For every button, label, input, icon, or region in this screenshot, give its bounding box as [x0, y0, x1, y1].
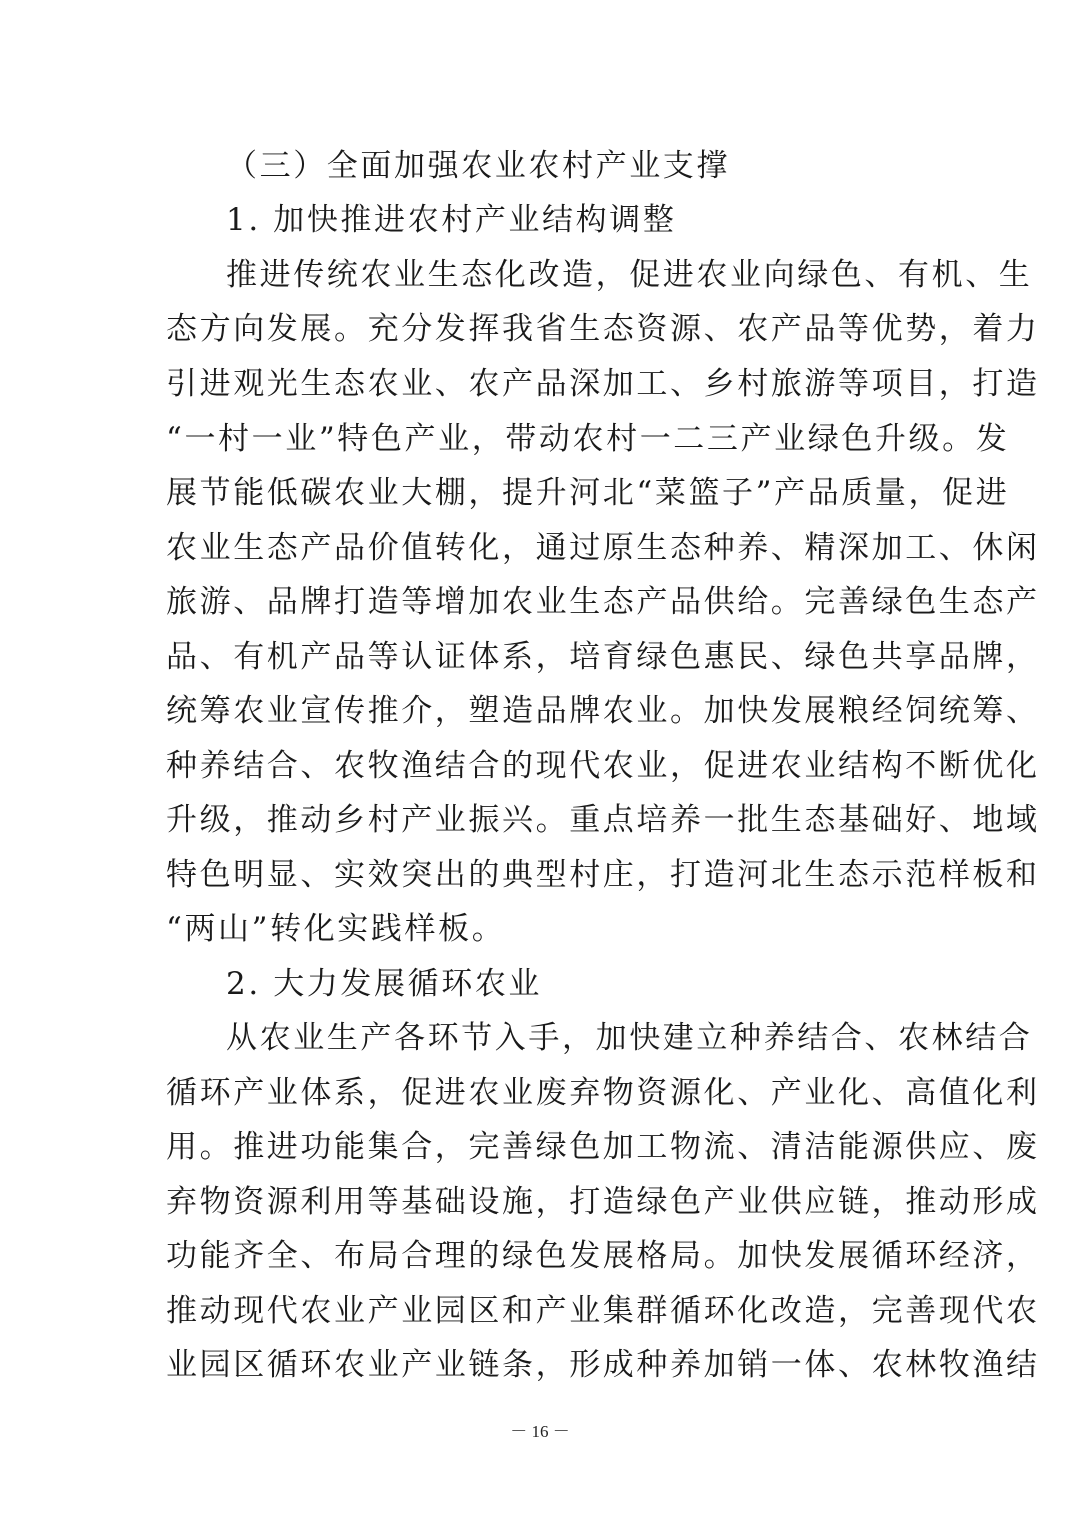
paragraph-1-line-10: 种养结合、农牧渔结合的现代农业，促进农业结构不断优化 [166, 748, 1040, 784]
paragraph-1-line-11: 升级，推动乡村产业振兴。重点培养一批生态基础好、地域 [166, 802, 1040, 838]
paragraph-1-line-1: 推进传统农业生态化改造，促进农业向绿色、有机、生 [226, 257, 1033, 293]
paragraph-2-line-4: 弃物资源利用等基础设施，打造绿色产业供应链，推动形成 [166, 1184, 1040, 1220]
subsection-1-title: 1. 加快推进农村产业结构调整 [226, 202, 677, 238]
paragraph-1-line-7: 旅游、品牌打造等增加农业生态产品供给。完善绿色生态产 [166, 584, 1040, 620]
paragraph-2-line-6: 推动现代农业产业园区和产业集群循环化改造，完善现代农 [166, 1293, 1040, 1329]
paragraph-2-line-1: 从农业生产各环节入手，加快建立种养结合、农林结合 [226, 1020, 1033, 1056]
subsection-2-title: 2. 大力发展循环农业 [226, 966, 543, 1002]
paragraph-1-line-13: “两山”转化实践样板。 [166, 911, 506, 947]
paragraph-1-line-5: 展节能低碳农业大棚，提升河北“菜篮子”产品质量，促进 [166, 475, 1010, 511]
paragraph-2-line-2: 循环产业体系，促进农业废弃物资源化、产业化、高值化利 [166, 1075, 1040, 1111]
paragraph-2-line-3: 用。推进功能集合，完善绿色加工物流、清洁能源供应、废 [166, 1129, 1040, 1165]
paragraph-1-line-2: 态方向发展。充分发挥我省生态资源、农产品等优势，着力 [166, 311, 1040, 347]
page-number: － 16 － [510, 1422, 570, 1441]
section-heading: （三）全面加强农业农村产业支撑 [226, 148, 730, 184]
paragraph-1-line-6: 农业生态产品价值转化，通过原生态种养、精深加工、休闲 [166, 530, 1040, 566]
paragraph-1-line-12: 特色明显、实效突出的典型村庄，打造河北生态示范样板和 [166, 857, 1040, 893]
paragraph-1-line-4: “一村一业”特色产业，带动农村一二三产业绿色升级。发 [166, 421, 1010, 457]
paragraph-1-line-8: 品、有机产品等认证体系，培育绿色惠民、绿色共享品牌， [166, 639, 1040, 675]
paragraph-2-line-7: 业园区循环农业产业链条，形成种养加销一体、农林牧渔结 [166, 1347, 1040, 1383]
paragraph-1-line-9: 统筹农业宣传推介，塑造品牌农业。加快发展粮经饲统筹、 [166, 693, 1040, 729]
paragraph-1-line-3: 引进观光生态农业、农产品深加工、乡村旅游等项目，打造 [166, 366, 1040, 402]
paragraph-2-line-5: 功能齐全、布局合理的绿色发展格局。加快发展循环经济， [166, 1238, 1040, 1274]
